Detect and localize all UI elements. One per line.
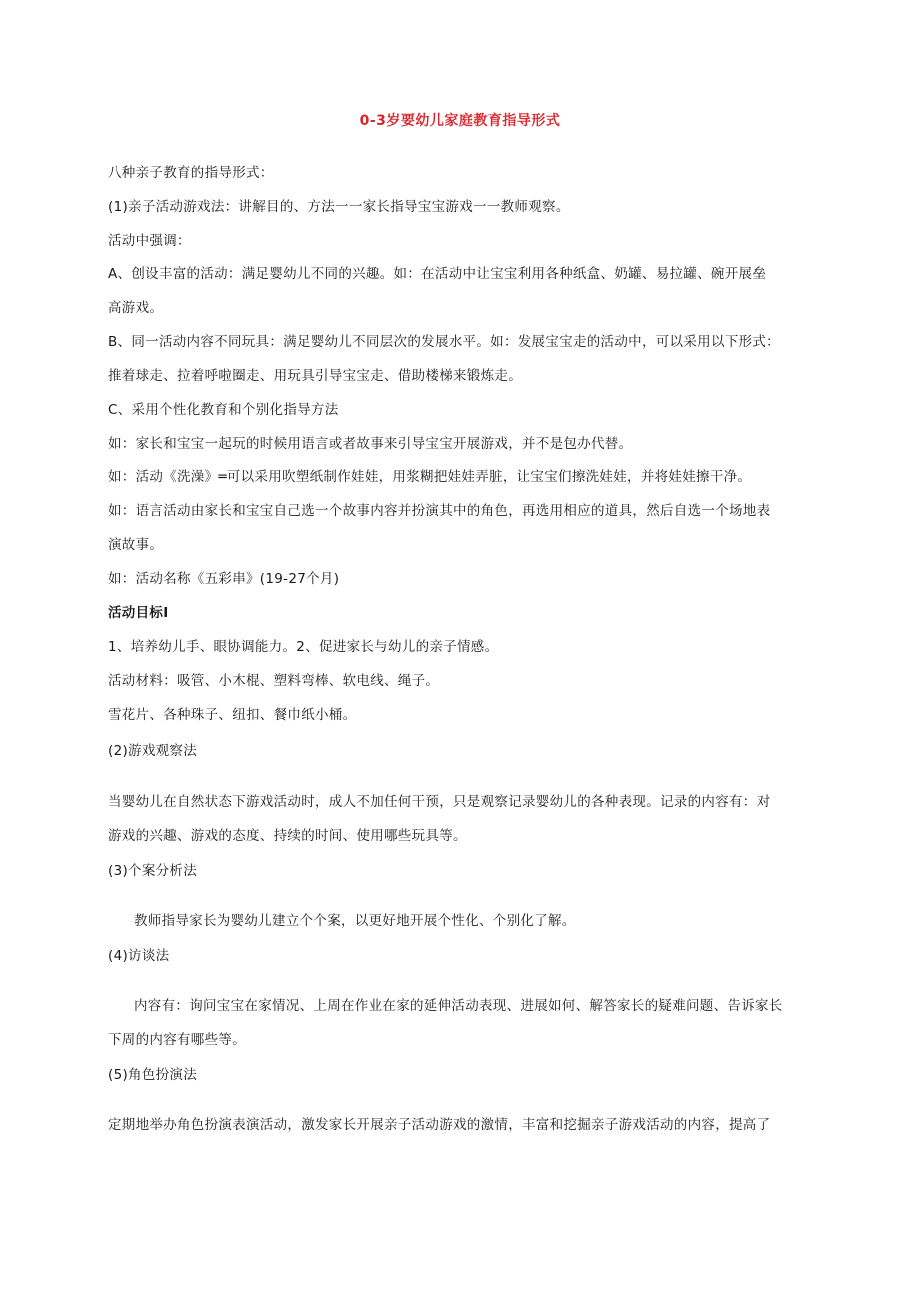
document-title: 0-3岁要幼儿家庭教育指导形式 (359, 113, 561, 129)
text-line: 推着球走、拉着呼啦圈走、用玩具引导宝宝走、借助楼梯来锻炼走。 (108, 368, 522, 384)
text-line: 游戏的兴趣、游戏的态度、持续的时间、使用哪些玩具等。 (108, 828, 467, 844)
section-heading: (5)角色扮演法 (108, 1067, 198, 1083)
text-line: 如：语言活动由家长和宝宝自己选一个故事内容并扮演其中的角色，再选用相应的道具，然后自选一个场地表 (108, 503, 771, 519)
text-line: 活动材料：吸管、小木棍、塑料弯棒、软电线、绳子。 (108, 673, 440, 689)
text-line: 如：家长和宝宝一起玩的时候用语言或者故事来引导宝宝开展游戏，并不是包办代替。 (108, 436, 633, 452)
text-line: 内容有：询问宝宝在家情况、上周在作业在家的延伸活动表现、进展如何、解答家长的疑难问题、告诉家长 (134, 998, 783, 1014)
text-line: C、采用个性化教育和个别化指导方法 (108, 402, 339, 418)
text-line: 八种亲子教育的指导形式： (108, 165, 274, 181)
text-line: 雪花片、各种珠子、纽扣、餐巾纸小桶。 (108, 707, 357, 723)
text-line: 如：活动《洗澡》═可以采用吹塑纸制作娃娃，用浆糊把娃娃弄脏，让宝宝们擦洗娃娃，并将娃娃擦干净。 (108, 469, 752, 485)
text-line: 1、培养幼儿手、眼协调能力。2、促进家长与幼儿的亲子情感。 (108, 639, 499, 655)
text-line: 定期地举办角色扮演表演活动，激发家长开展亲子活动游戏的激情，丰富和挖掘亲子游戏活动的内容，提高了 (108, 1117, 771, 1133)
section-heading: (2)游戏观察法 (108, 743, 198, 759)
text-line: 下周的内容有哪些等。 (108, 1032, 246, 1048)
text-line: 高游戏。 (108, 300, 164, 316)
section-heading: (4)访谈法 (108, 948, 170, 964)
text-line: (1)亲子活动游戏法：讲解目的、方法一一家长指导宝宝游戏一一教师观察。 (108, 199, 570, 215)
text-line: 活动中强调： (108, 233, 191, 249)
text-line: A、创设丰富的活动：满足婴幼儿不同的兴趣。如：在活动中让宝宝利用各种纸盒、奶罐、易拉罐、碗开展垒 (108, 266, 767, 282)
section-heading: 活动目标I (108, 605, 169, 621)
text-line: 教师指导家长为婴幼儿建立个个案，以更好地开展个性化、个别化了解。 (134, 913, 576, 929)
text-line: 如：活动名称《五彩串》(19-27个月) (108, 571, 340, 587)
section-heading: (3)个案分析法 (108, 863, 198, 879)
text-line: B、同一活动内容不同玩具：满足婴幼儿不同层次的发展水平。如：发展宝宝走的活动中，可以采用以下形式： (108, 334, 780, 350)
text-line: 演故事。 (108, 537, 164, 553)
text-line: 当婴幼儿在自然状态下游戏活动时，成人不加任何干预，只是观察记录婴幼儿的各种表现。记录的内容有：对 (108, 794, 771, 810)
